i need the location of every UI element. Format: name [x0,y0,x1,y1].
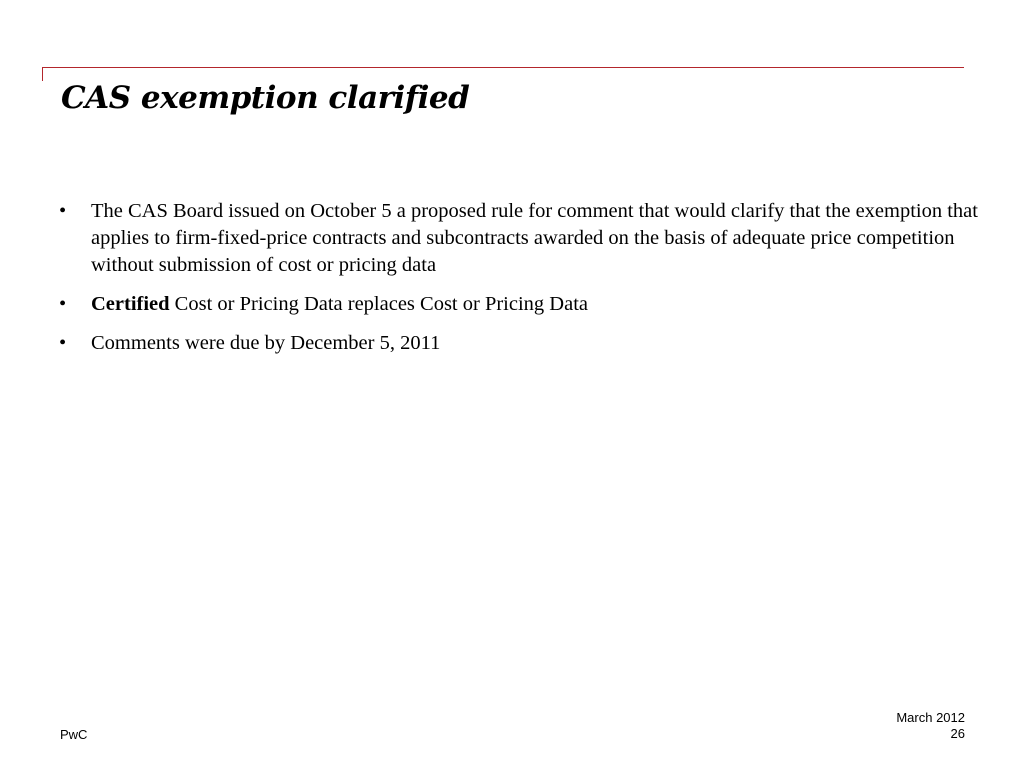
bullet-bold-text: Certified [91,293,170,315]
bullet-item-1 [58,198,978,279]
bullet-text: Comments were due by December 5, 2011 [91,332,441,354]
bullet-item-3 [58,330,978,357]
bullet-icon: • [59,332,67,354]
footer-info [896,710,965,742]
bullet-icon: • [59,293,67,315]
slide-title: CAS exemption clarified [61,80,470,116]
title-rule-tick [42,67,43,81]
title-rule [42,67,964,68]
bullet-icon: • [59,200,67,222]
bullet-item-2 [58,291,978,318]
bullet-list [58,198,978,369]
bullet-text: Cost or Pricing Data replaces Cost or Pricing Data [169,293,588,315]
footer-company: PwC [60,727,88,742]
footer-date: March 2012 [896,710,965,725]
footer-page-number: 26 [950,726,965,741]
bullet-text: The CAS Board issued on October 5 a proposed rule for comment that would clarify that the exemption that applies to firm-fixed-price contracts and subcontracts awarded on the basis of adequate price competition without submission of cost or pricing data [91,200,978,276]
